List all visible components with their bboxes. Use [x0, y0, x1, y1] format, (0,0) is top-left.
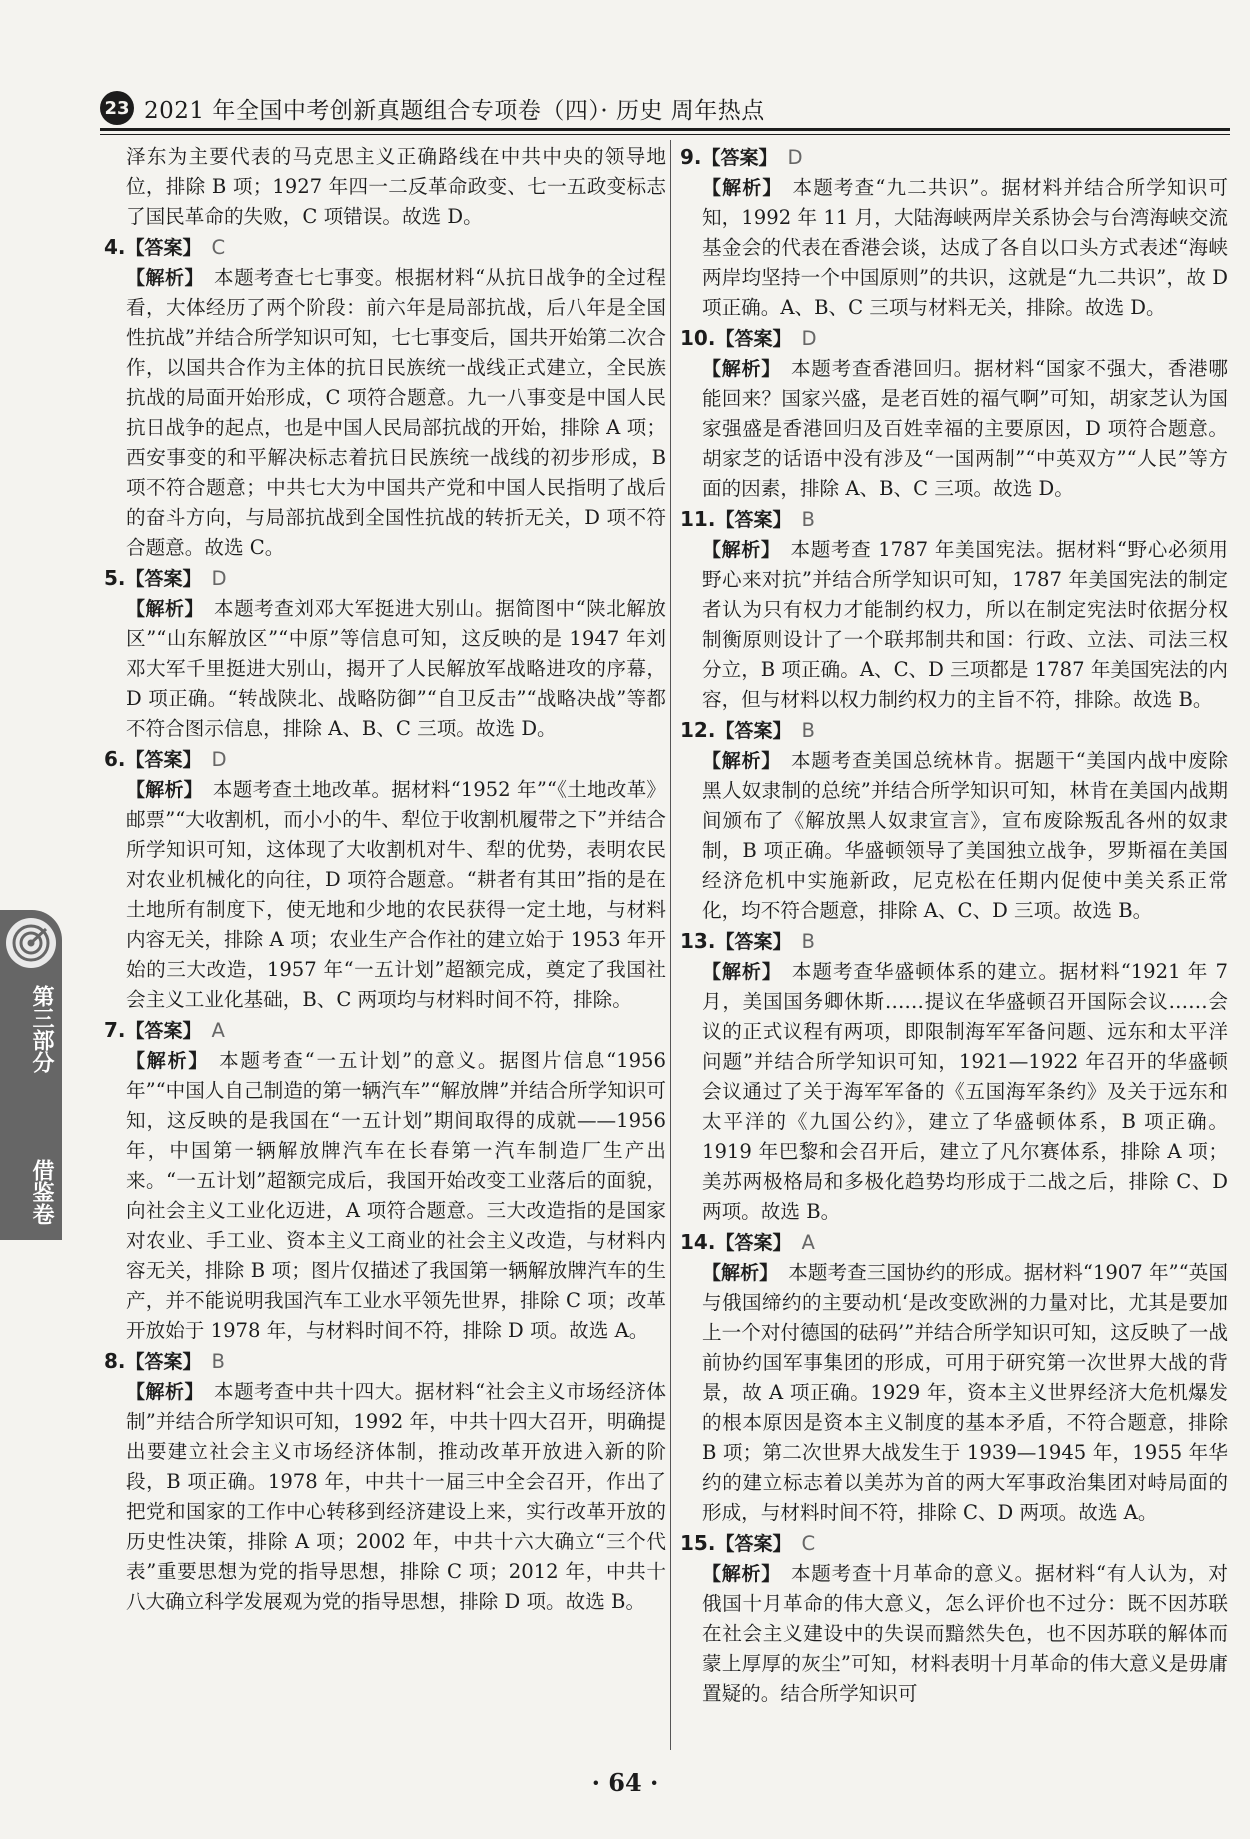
question-number: 14.	[680, 1230, 716, 1254]
analysis-paragraph	[104, 263, 666, 563]
analysis-label: 【解析】	[702, 539, 781, 561]
question-number: 10.	[680, 326, 716, 350]
analysis-paragraph	[104, 775, 666, 1015]
answer-line	[680, 142, 1228, 173]
analysis-text: 本题考查刘邓大军挺进大别山。据简图中“陕北解放区”“山东解放区”“中原”等信息可知，这反映的是 1947 年刘邓大军千里挺进大别山，揭开了人民解放军战略进攻的序幕，D 项正确。“转战陕北、战略防御”“自卫反击”“战略决战”等都不符合图示信息，排除 A、B、C 三项。故选 D。	[126, 597, 666, 740]
question-number: 15.	[680, 1531, 716, 1555]
analysis-text: 本题考查香港回归。据材料“国家不强大，香港哪能回来？国家兴盛，是老百姓的福气啊”可知，胡家芝认为国家强盛是香港回归及百姓幸福的主要原因，D 项符合题意。胡家芝的话语中没有涉及“一国两制”“中英双方”“人民”等方面的因素，排除 A、B、C 三项。故选 D。	[702, 357, 1228, 500]
answer-value: B	[211, 1350, 225, 1373]
analysis-text: 本题考查十月革命的意义。据材料“有人认为，对俄国十月革命的伟大意义，怎么评价也不过分：既不因苏联在社会主义建设中的失误而黯然失色，也不因苏联的解体而蒙上厚厚的灰尘”可知，材料表明十月革命的伟大意义是毋庸置疑的。结合所学知识可	[702, 1562, 1228, 1705]
header-rule	[100, 128, 1230, 131]
page-header	[100, 88, 1230, 128]
analysis-paragraph	[680, 746, 1228, 926]
answer-item	[104, 232, 666, 563]
answer-value: A	[801, 1231, 815, 1254]
column-divider	[670, 140, 671, 1750]
answer-label: 【答案】	[715, 931, 792, 953]
answer-label: 【答案】	[125, 1020, 202, 1042]
question-number: 5.	[104, 566, 126, 590]
analysis-paragraph	[680, 354, 1228, 504]
answer-label: 【答案】	[715, 720, 792, 742]
answer-line	[680, 715, 1228, 746]
left-column	[104, 142, 666, 1617]
answer-value: D	[211, 748, 227, 771]
analysis-label: 【解析】	[702, 750, 781, 772]
answer-item	[104, 744, 666, 1015]
answer-label: 【答案】	[701, 147, 778, 169]
answer-item	[680, 504, 1228, 715]
analysis-text: 本题考查七七事变。根据材料“从抗日战争的全过程看，大体经历了两个阶段：前六年是局部抗战，后八年是全国性抗战”并结合所学知识可知，七七事变后，国共开始第二次合作，以国共合作为主体的抗日民族统一战线正式建立，全民族抗战的局面开始形成，C 项符合题意。九一八事变是中国人民抗日战争的起点，也是中国人民局部抗战的开始，排除 A 项；西安事变的和平解决标志着抗日民族统一战线的初步形成，B 项不符合题意；中共七大为中国共产党和中国人民指明了战后的奋斗方向，与局部抗战到全国性抗战的转折无关，D 项不符合题意。故选 C。	[126, 266, 666, 559]
answer-value: D	[801, 327, 817, 350]
analysis-label: 【解析】	[702, 358, 781, 380]
analysis-paragraph	[104, 1377, 666, 1617]
answer-item	[680, 142, 1228, 323]
answer-value: D	[211, 567, 227, 590]
answer-item	[680, 323, 1228, 504]
left-answer-list	[104, 232, 666, 1617]
analysis-paragraph	[104, 1046, 666, 1346]
answer-label: 【答案】	[125, 1351, 202, 1373]
analysis-text: 本题考查三国协约的形成。据材料“1907 年”“英国与俄国缔约的主要动机‘是改变欧洲的力量对比，尤其是要加上一个对付德国的砝码’”并结合所学知识可知，这反映了一战前协约国军事集团的形成，可用于研究第一次世界大战的背景，故 A 项正确。1929 年，资本主义世界经济大危机爆发的根本原因是资本主义制度的基本矛盾，不符合题意，排除 B 项；第二次世界大战发生于 1939—1945 年，1955 年华约的建立标志着以美苏为首的两大军事政治集团对峙局面的形成，与材料时间不符，排除 C、D 两项。故选 A。	[702, 1261, 1228, 1524]
analysis-text: 本题考查 1787 年美国宪法。据材料“野心必须用野心来对抗”并结合所学知识可知，1787 年美国宪法的制定者认为只有权力才能制约权力，所以在制定宪法时依据分权制衡原则设计了一个联邦制共和国：行政、立法、司法三权分立，B 项正确。A、C、D 三项都是 1787 年美国宪法的内容，但与材料以权力制约权力的主旨不符，排除。故选 B。	[702, 538, 1228, 711]
continuation-text: 泽东为主要代表的马克思主义正确路线在中共中央的领导地位，排除 B 项；1927 年四一二反革命政变、七一五政变标志了国民革命的失败，C 项错误。故选 D。	[126, 145, 666, 228]
answer-value: B	[801, 508, 815, 531]
analysis-label: 【解析】	[126, 598, 204, 620]
answer-line	[104, 232, 666, 263]
answer-line	[104, 1015, 666, 1046]
analysis-label: 【解析】	[126, 779, 203, 801]
answer-line	[680, 1528, 1228, 1559]
analysis-text: 本题考查华盛顿体系的建立。据材料“1921 年 7 月，美国国务卿休斯……提议在华盛顿召开国际会议……会议的正式议程有两项，即限制海军军备问题、远东和太平洋问题”并结合所学知识可知，1921—1922 年召开的华盛顿会议通过了关于海军军备的《五国海军条约》及关于远东和太平洋的《九国公约》，建立了华盛顿体系，B 项正确。1919 年巴黎和会召开后，建立了凡尔赛体系，排除 A 项；美苏两极格局和多极化趋势均形成于二战之后，排除 C、D 两项。故选 B。	[702, 960, 1228, 1223]
answer-label: 【答案】	[715, 1533, 792, 1555]
analysis-label: 【解析】	[126, 267, 204, 289]
analysis-text: 本题考查“一五计划”的意义。据图片信息“1956 年”“中国人自己制造的第一辆汽车”“解放牌”并结合所学知识可知，这反映的是我国在“一五计划”期间取得的成就——1956 年，中国第一辆解放牌汽车在长春第一汽车制造厂生产出来。“一五计划”超额完成后，我国开始改变工业落后的面貌，向社会主义工业化迈进，A 项符合题意。三大改造指的是国家对农业、手工业、资本主义工商业的社会主义改造，与材料内容无关，排除 B 项；图片仅描述了我国第一辆解放牌汽车的生产，并不能说明我国汽车工业水平领先世界，排除 C 项；改革开放始于 1978 年，与材料时间不符，排除 D 项。故选 A。	[126, 1049, 666, 1342]
answer-line	[680, 926, 1228, 957]
analysis-text: 本题考查“九二共识”。据材料并结合所学知识可知，1992 年 11 月，大陆海峡两岸关系协会与台湾海峡交流基金会的代表在香港会谈，达成了各自以口头方式表述“海峡两岸均坚持一个中国原则”的共识，这就是“九二共识”，故 D 项正确。A、B、C 三项与材料无关，排除。故选 D。	[702, 176, 1228, 319]
answer-item	[104, 1015, 666, 1346]
analysis-label: 【解析】	[702, 961, 782, 983]
analysis-text: 本题考查美国总统林肯。据题干“美国内战中废除黑人奴隶制的总统”并结合所学知识可知，林肯在美国内战期间颁布了《解放黑人奴隶宣言》，宣布废除叛乱各州的奴隶制，B 项正确。华盛顿领导了美国独立战争，罗斯福在美国经济危机中实施新政，尼克松在任期内促使中美关系正常化，均不符合题意，排除 A、C、D 三项。故选 B。	[702, 749, 1228, 922]
analysis-paragraph	[680, 957, 1228, 1227]
answer-item	[104, 1346, 666, 1617]
page-badge: 23	[100, 91, 134, 125]
answer-label: 【答案】	[125, 749, 202, 771]
answer-label: 【答案】	[125, 237, 202, 259]
analysis-paragraph	[680, 535, 1228, 715]
header-rule-thin	[100, 134, 1230, 135]
question-number: 7.	[104, 1018, 126, 1042]
question-number: 11.	[680, 507, 716, 531]
header-title: 2021 年全国中考创新真题组合专项卷（四）· 历史 周年热点	[144, 97, 765, 124]
analysis-text: 本题考查中共十四大。据材料“社会主义市场经济体制”并结合所学知识可知，1992 年，中共十四大召开，明确提出要建立社会主义市场经济体制，推动改革开放进入新的阶段，B 项正确。1978 年，中共十一届三中全会召开，作出了把党和国家的工作中心转移到经济建设上来，实行改革开放的历史性决策，排除 A 项；2002 年，中共十六大确立“三个代表”重要思想为党的指导思想，排除 C 项；2012 年，中共十八大确立科学发展观为党的指导思想，排除 D 项。故选 B。	[126, 1380, 666, 1613]
answer-label: 【答案】	[715, 328, 792, 350]
answer-line	[104, 744, 666, 775]
answer-label: 【答案】	[715, 1232, 792, 1254]
answer-value: B	[801, 719, 815, 742]
right-answer-list	[680, 142, 1228, 1709]
question-number: 8.	[104, 1349, 126, 1373]
answer-line	[680, 1227, 1228, 1258]
analysis-paragraph	[104, 594, 666, 744]
analysis-text: 本题考查土地改革。据材料“1952 年”“《土地改革》邮票”“大收割机，而小小的牛、犁位于收割机履带之下”并结合所学知识可知，这体现了大收割机对牛、犁的优势，表明农民对农业机械化的向往，D 项符合题意。“耕者有其田”指的是在土地所有制度下，使无地和少地的农民获得一定土地，与材料内容无关，排除 A 项；农业生产合作社的建立始于 1953 年开始的三大改造，1957 年“一五计划”超额完成，奠定了我国社会主义工业化基础，B、C 两项均与材料时间不符，排除。	[126, 778, 666, 1011]
question-number: 9.	[680, 145, 702, 169]
answer-item	[680, 1227, 1228, 1528]
analysis-label: 【解析】	[126, 1050, 210, 1072]
question-number: 12.	[680, 718, 716, 742]
answer-line	[680, 323, 1228, 354]
answer-value: C	[211, 236, 226, 259]
analysis-label: 【解析】	[702, 1563, 781, 1585]
question-number: 13.	[680, 929, 716, 953]
answer-item	[680, 715, 1228, 926]
answer-label: 【答案】	[715, 509, 792, 531]
question-number: 6.	[104, 747, 126, 771]
analysis-paragraph	[680, 173, 1228, 323]
question-number: 4.	[104, 235, 126, 259]
analysis-paragraph	[680, 1258, 1228, 1528]
side-tab-text	[8, 985, 54, 1225]
answer-item	[104, 563, 666, 744]
right-column	[680, 142, 1228, 1709]
analysis-label: 【解析】	[126, 1381, 204, 1403]
answer-value: B	[801, 930, 815, 953]
answer-label: 【答案】	[125, 568, 202, 590]
side-tab-part: 第三部分	[29, 985, 54, 1073]
page-number: · 64 ·	[591, 1768, 659, 1797]
answer-line	[104, 1346, 666, 1377]
answer-item	[680, 1528, 1228, 1709]
analysis-label: 【解析】	[702, 177, 783, 199]
target-icon	[6, 918, 56, 968]
analysis-label: 【解析】	[702, 1262, 779, 1284]
answer-line	[680, 504, 1228, 535]
answer-value: D	[787, 146, 803, 169]
analysis-paragraph	[680, 1559, 1228, 1709]
answer-value: A	[211, 1019, 225, 1042]
answer-item	[680, 926, 1228, 1227]
side-tab-name: 借鉴卷	[29, 1159, 54, 1225]
answer-line	[104, 563, 666, 594]
answer-value: C	[801, 1532, 816, 1555]
